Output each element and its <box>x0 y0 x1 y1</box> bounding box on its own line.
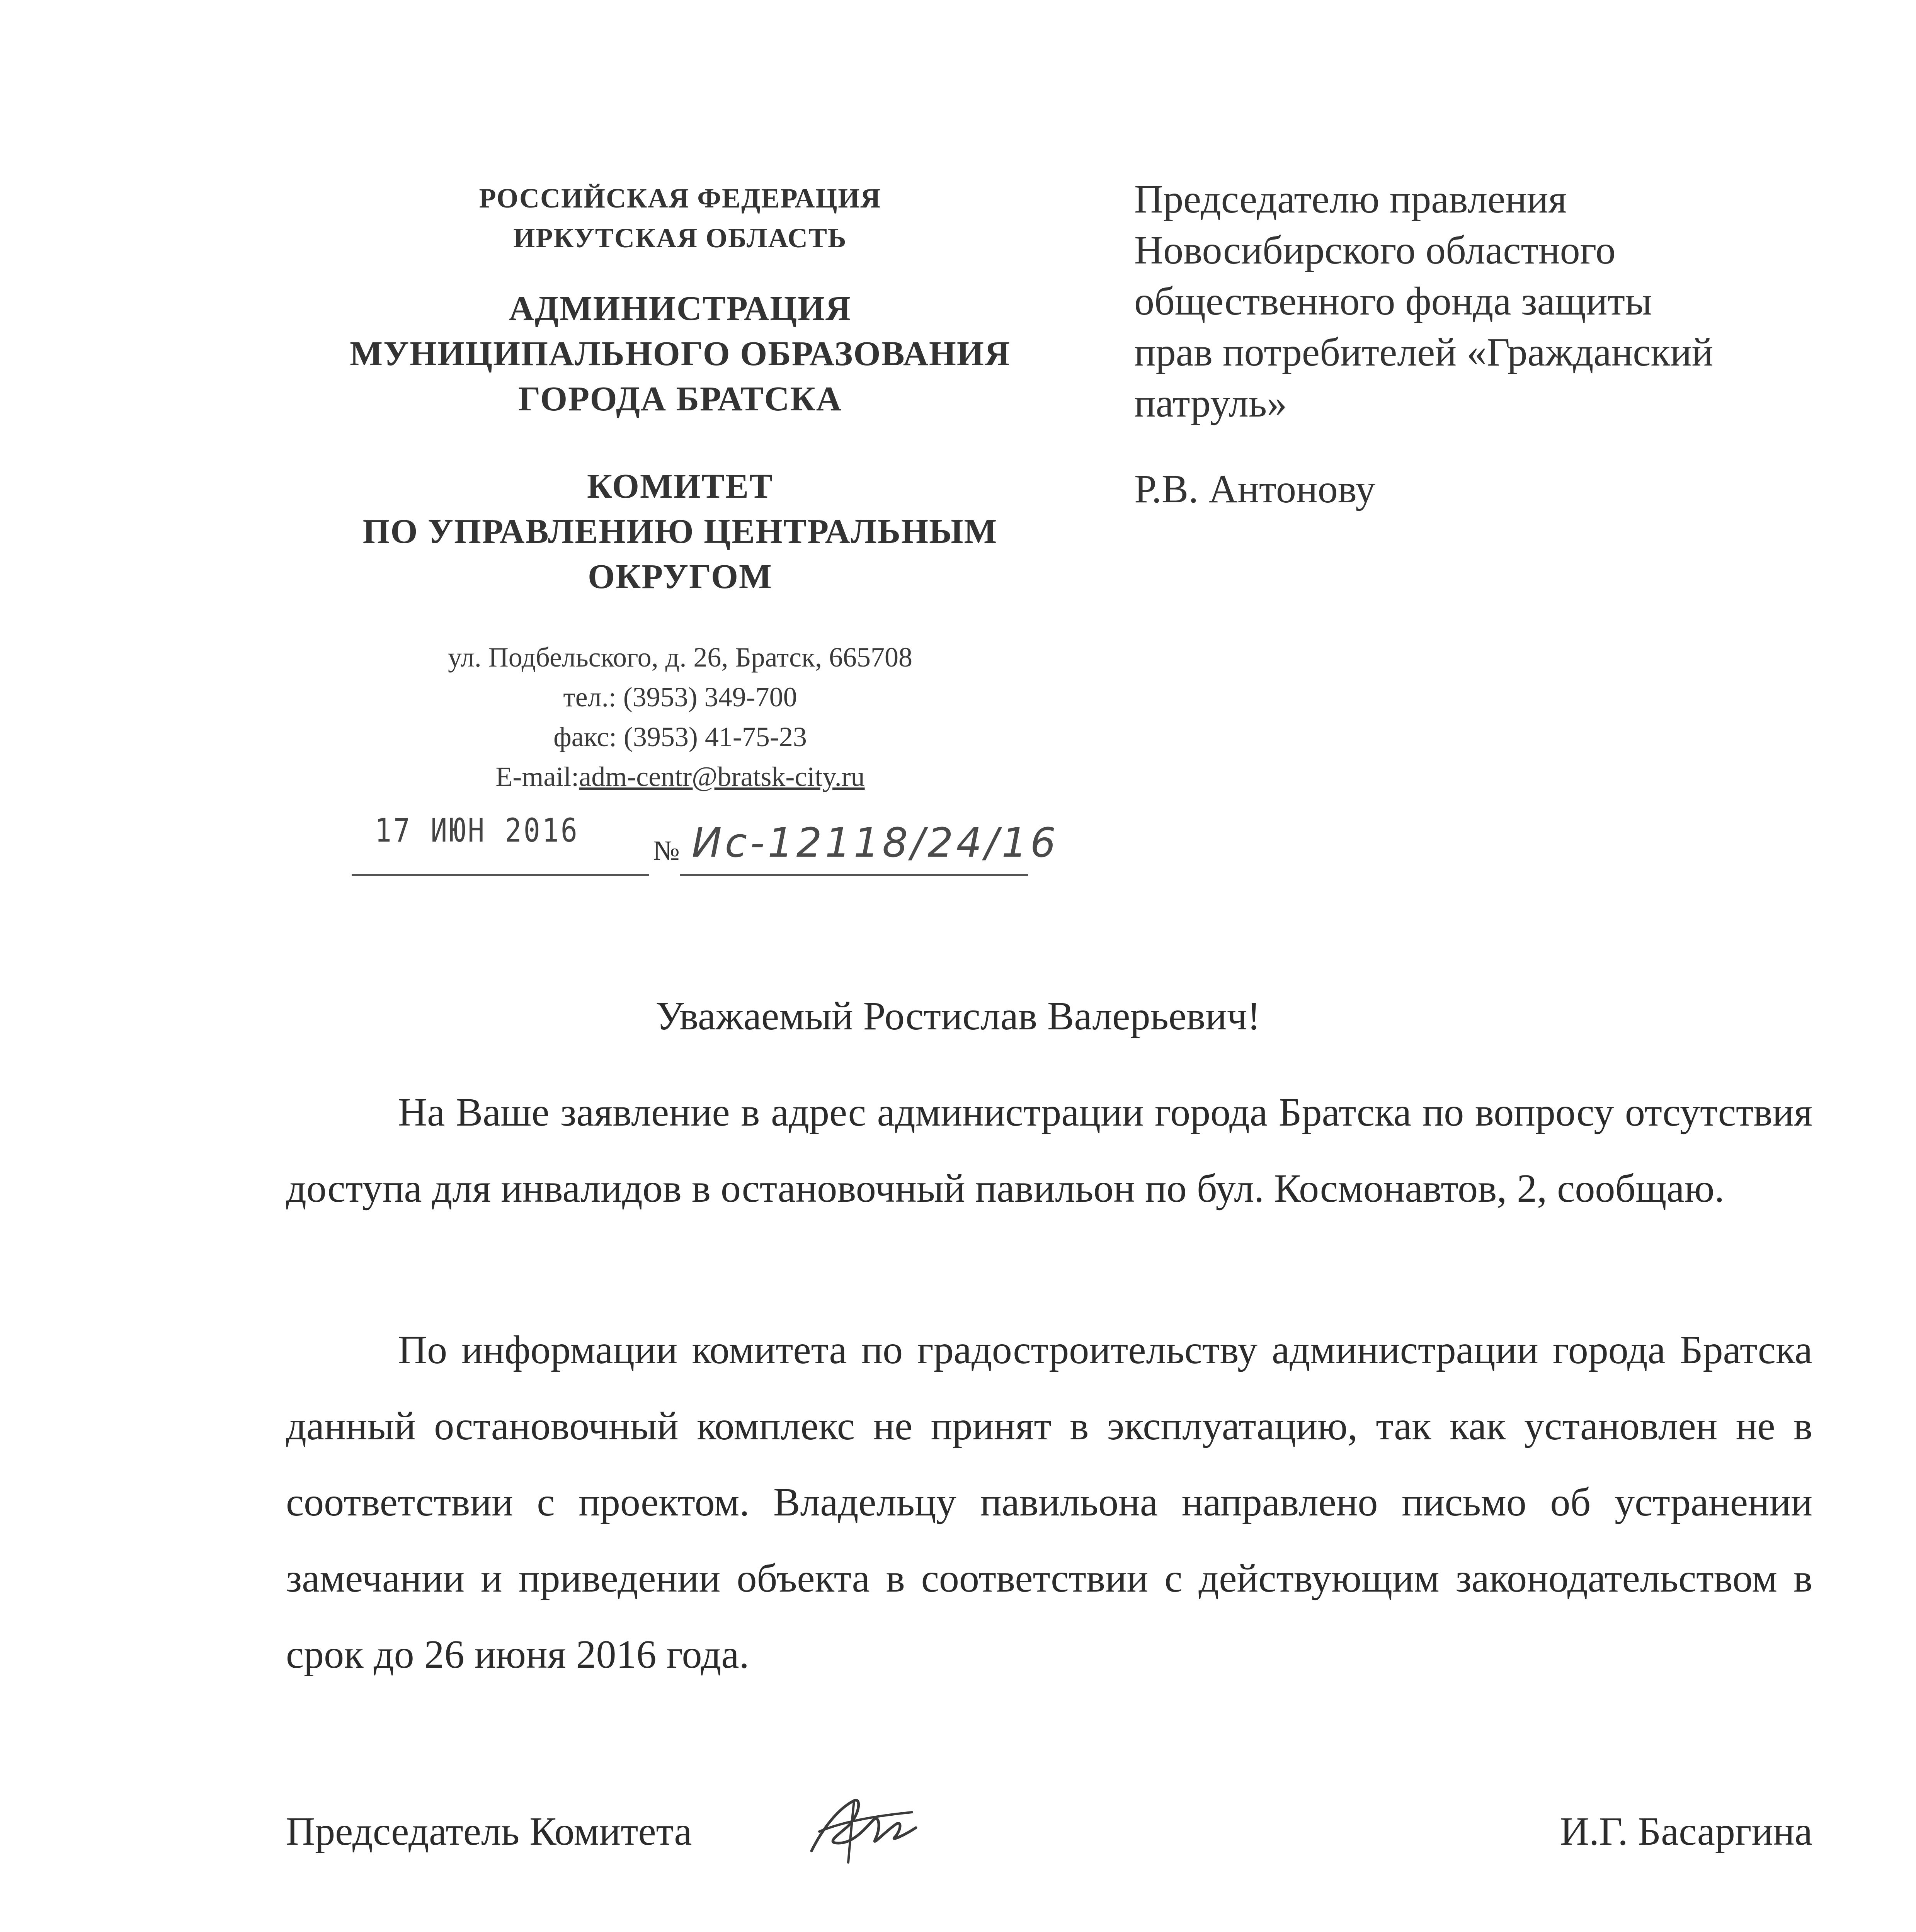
committee-line-2: ПО УПРАВЛЕНИЮ ЦЕНТРАЛЬНЫМ <box>362 512 998 551</box>
region-line: ИРКУТСКАЯ ОБЛАСТЬ <box>513 223 847 253</box>
admin-line-1: АДМИНИСТРАЦИЯ <box>509 289 852 328</box>
email-address: adm-centr@bratsk-city.ru <box>579 761 865 792</box>
email-line <box>348 757 1012 797</box>
addressee-name: Р.В. Антонову <box>1134 467 1376 511</box>
phone-line: тел.: (3953) 349-700 <box>563 682 797 713</box>
fax-line: факс: (3953) 41-75-23 <box>553 721 807 752</box>
registration-number: Ис-12118/24/16 <box>692 819 1059 866</box>
addressee-line-5: патруль» <box>1134 381 1287 425</box>
signer-role: Председатель Комитета <box>286 1809 692 1854</box>
signer-name: И.Г. Басаргина <box>1560 1809 1812 1854</box>
registration-date-stamp: 17 ИЮН 2016 <box>375 811 579 849</box>
email-label: E-mail: <box>495 761 579 792</box>
number-underline <box>680 874 1028 876</box>
number-label: № <box>653 835 680 866</box>
administration-header <box>301 286 1059 422</box>
letter-paragraph-1 <box>286 1074 1812 1226</box>
address-line: ул. Подбельского, д. 26, Братск, 665708 <box>448 642 913 673</box>
country-region-header <box>386 179 974 258</box>
committee-line-1: КОМИТЕТ <box>587 467 774 505</box>
committee-header <box>301 464 1059 599</box>
letter-paragraph-2 <box>286 1312 1812 1692</box>
admin-line-2: МУНИЦИПАЛЬНОГО ОБРАЗОВАНИЯ <box>350 335 1011 373</box>
addressee-line-2: Новосибирского областного <box>1134 228 1616 272</box>
addressee-line-1: Председателю правления <box>1134 177 1567 221</box>
committee-line-3: ОКРУГОМ <box>587 558 773 596</box>
addressee-line-4: прав потребителей «Гражданский <box>1134 330 1714 374</box>
country-line: РОССИЙСКАЯ ФЕДЕРАЦИЯ <box>479 183 881 214</box>
contact-block <box>348 638 1012 797</box>
letter-greeting: Уважаемый Ростислав Валерьевич! <box>655 994 1261 1038</box>
admin-line-3: ГОРОДА БРАТСКА <box>518 380 842 418</box>
paragraph-1-text: На Ваше заявление в адрес администрации города Братска по вопросу отсутствия доступа для инвалидов в остановочный павильон по бул. Космонавтов, 2, сообщаю. <box>286 1090 1812 1211</box>
date-underline <box>352 874 649 876</box>
addressee-block <box>1134 174 1830 515</box>
paragraph-2-text: По информации комитета по градостроительству администрации города Братска данный остановочный комплекс не принят в эксплуатацию, так как установлен не в соответствии с проектом. Владельцу павильона направлено письмо об устранении замечании и приведении объекта в соответствии с действующим законодательством в срок до 26 июня 2016 года. <box>286 1328 1812 1677</box>
signature-row <box>286 1808 1812 1862</box>
handwritten-signature <box>796 1785 927 1870</box>
addressee-line-3: общественного фонда защиты <box>1134 279 1652 323</box>
